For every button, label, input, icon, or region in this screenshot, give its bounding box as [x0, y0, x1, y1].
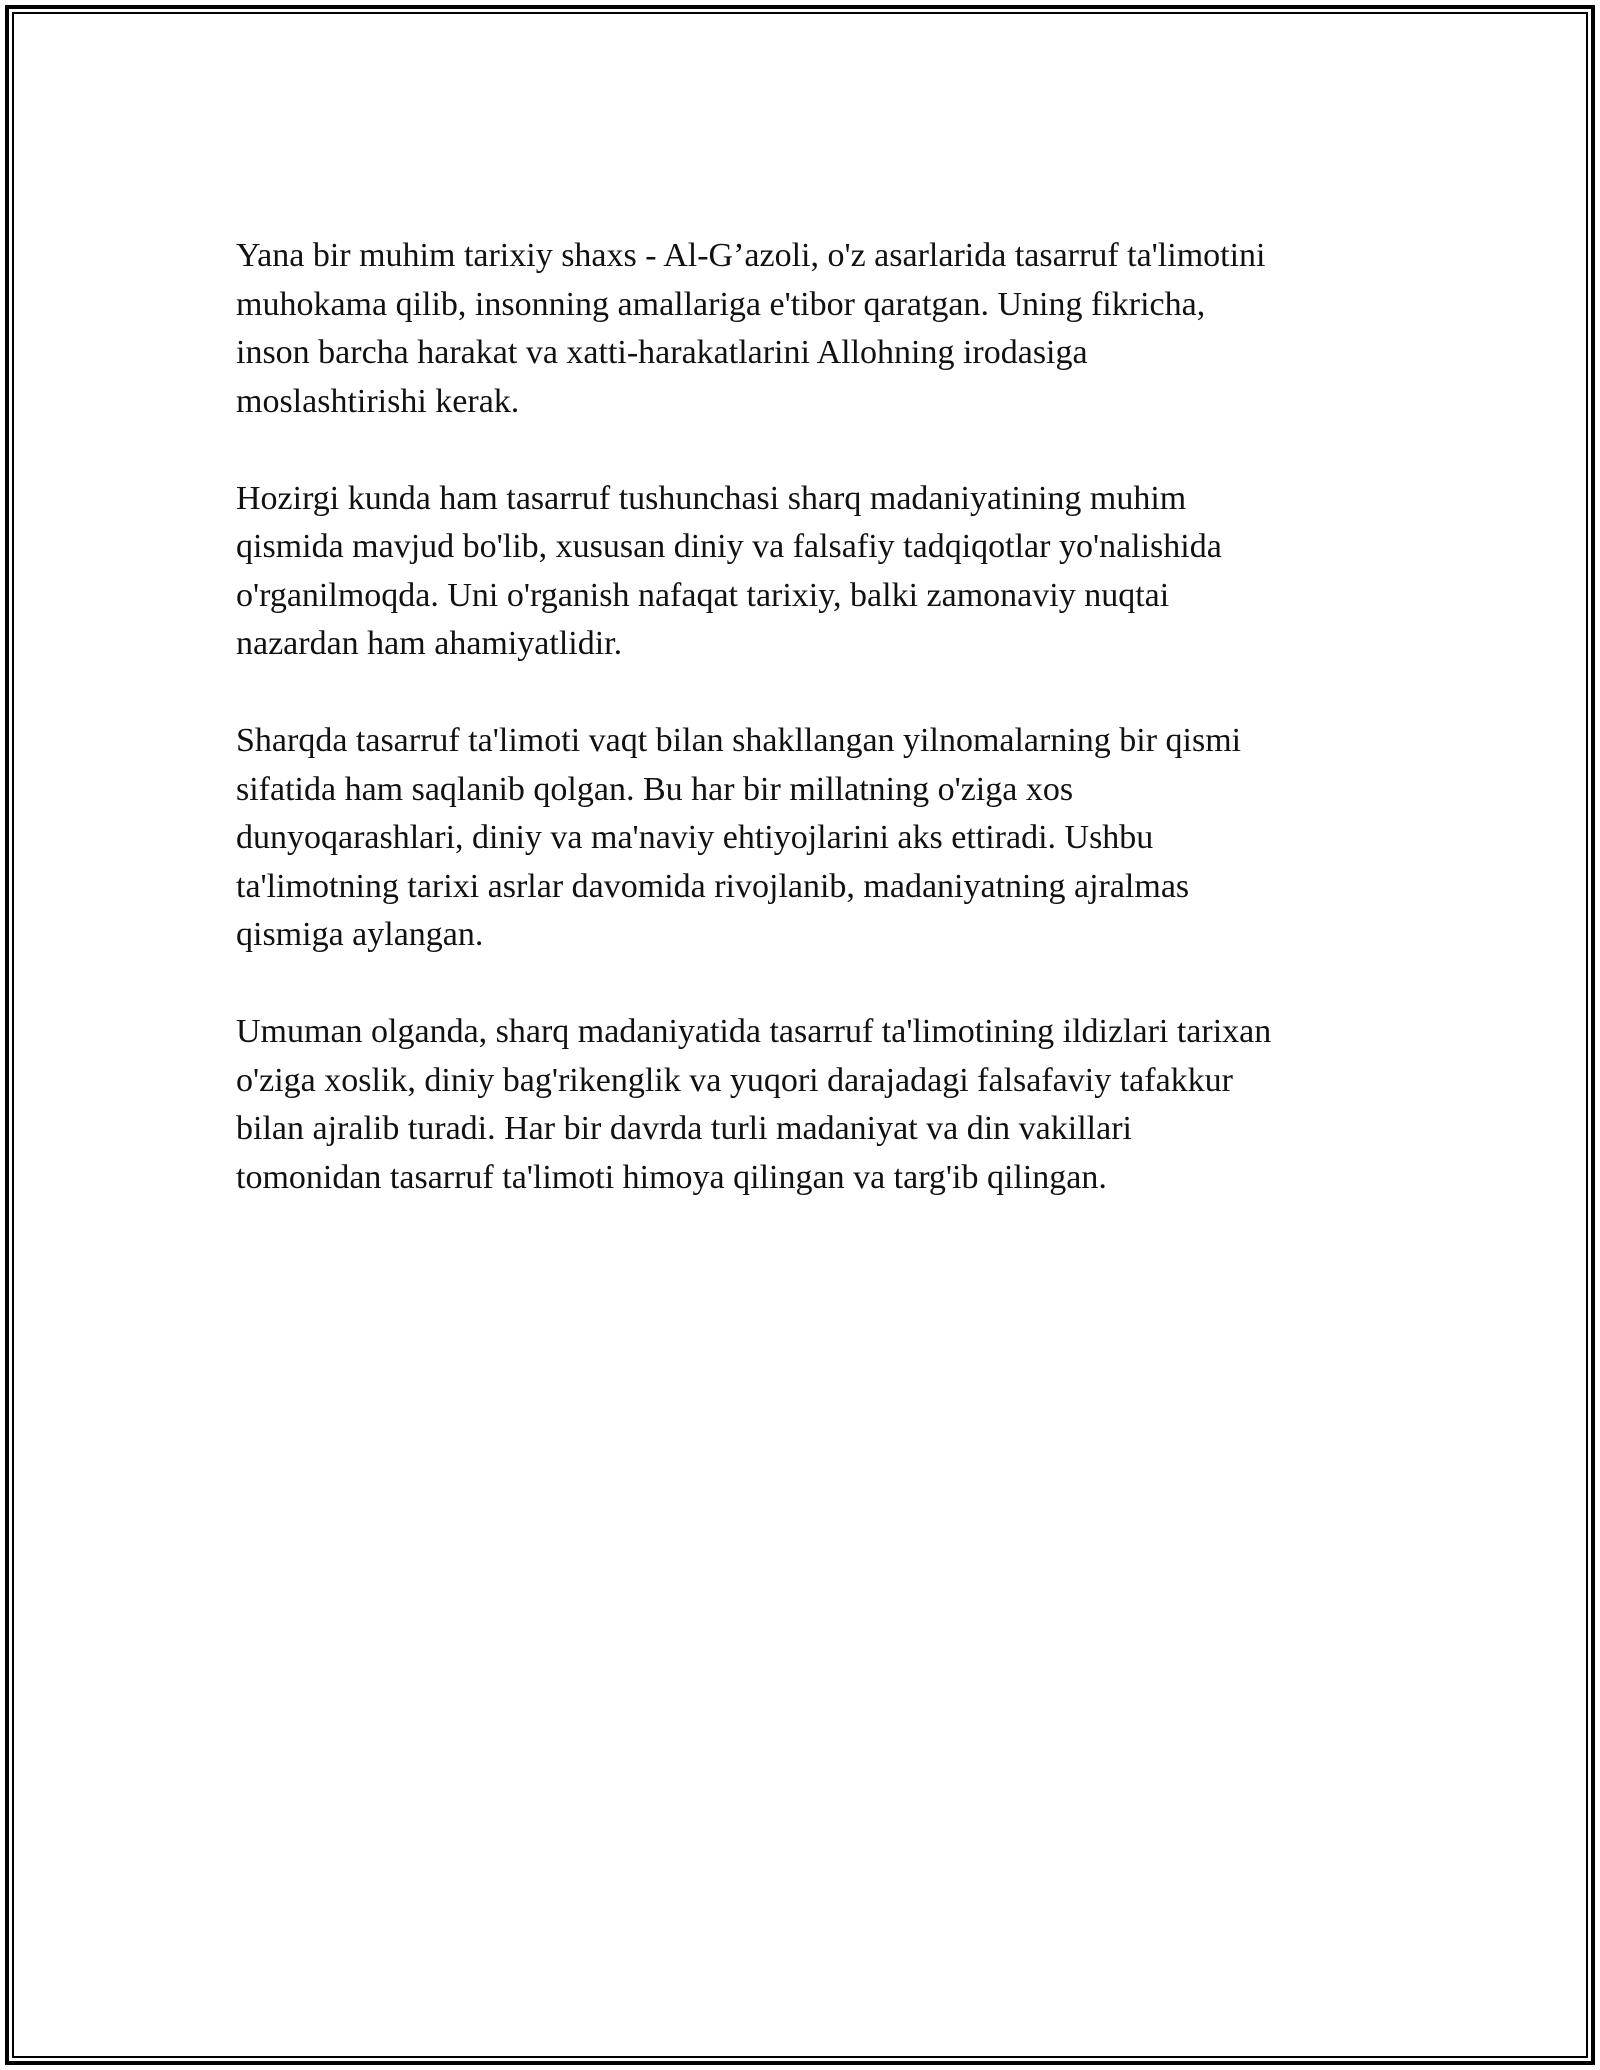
paragraph-1: Yana bir muhim tarixiy shaxs - Al-G’azoli, o'z asarlarida tasarruf ta'limotini muhokama qilib, insonning amallariga e'tibor qaratgan. Uning fikricha, inson barcha harakat va xatti-harakatlarini Allohning irodasiga moslashtirishi kerak. [236, 237, 1266, 420]
paragraph-3: Sharqda tasarruf ta'limoti vaqt bilan shakllangan yilnomalarning bir qismi sifatida ham saqlanib qolgan. Bu har bir millatning o'ziga xos dunyoqarashlari, diniy va ma'naviy ehtiyojlarini aks ettiradi. Ushbu ta'limotning tarixi asrlar davomida rivojlanib, madaniyatning ajralmas qismiga aylangan. [236, 722, 1242, 953]
paragraph-4: Umuman olganda, sharq madaniyatida tasarruf ta'limotining ildizlari tarixan o'ziga xoslik, diniy bag'rikenglik va yuqori darajadagi falsafaviy tafakkur bilan ajralib turadi. Har bir davrda turli madaniyat va din vakillari tomonidan tasarruf ta'limoti himoya qilingan va targ'ib qilingan. [236, 1013, 1272, 1196]
document-body [236, 232, 1376, 1251]
paragraph-2: Hozirgi kunda ham tasarruf tushunchasi sharq madaniyatining muhim qismida mavjud bo'lib, xususan diniy va falsafiy tadqiqotlar yo'nalishida o'rganilmoqda. Uni o'rganish nafaqat tarixiy, balki zamonaviy nuqtai nazardan ham ahamiyatlidir. [236, 479, 1222, 662]
